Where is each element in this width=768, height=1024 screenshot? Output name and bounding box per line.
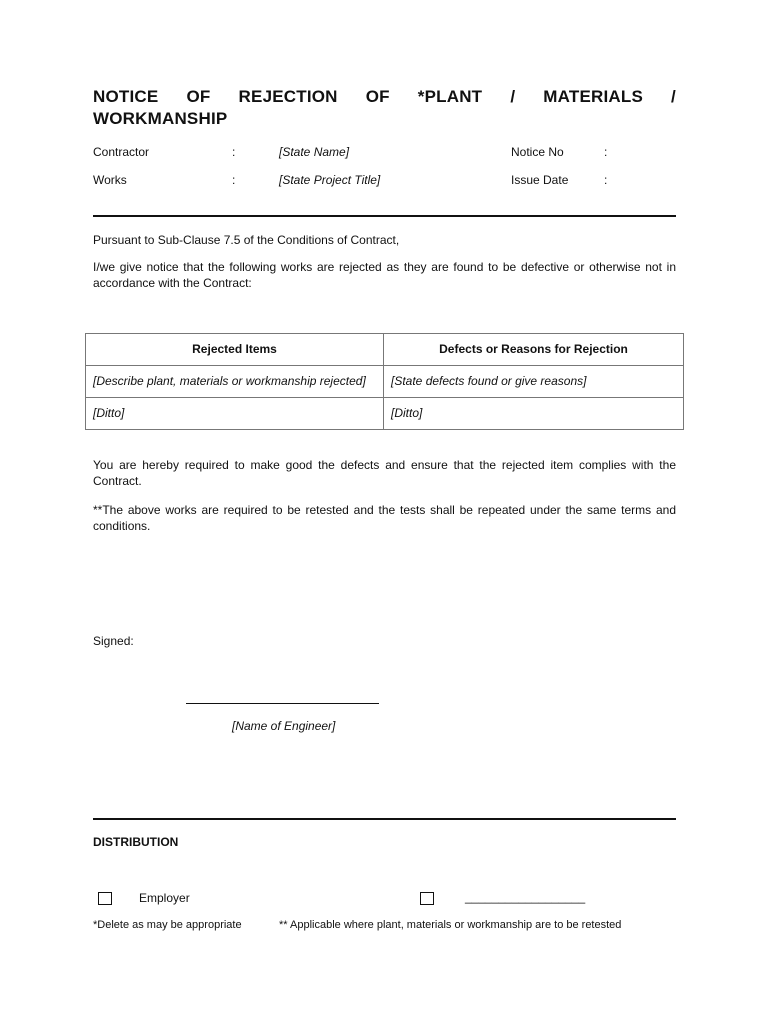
table-cell: [Describe plant, materials or workmanship rejected] bbox=[86, 366, 384, 398]
page-title-line1: NOTICE OF REJECTION OF *PLANT / MATERIALS / bbox=[93, 87, 676, 106]
table-row bbox=[86, 366, 684, 398]
notice-no-label: Notice No bbox=[511, 145, 564, 159]
notice-no-colon: : bbox=[604, 145, 608, 159]
works-colon: : bbox=[232, 173, 236, 187]
contractor-label: Contractor bbox=[93, 145, 150, 159]
notice-paragraph: I/we give notice that the following works are rejected as they are found to be defective or otherwise not in accordance with the Contract: bbox=[93, 260, 676, 290]
issue-date-label: Issue Date bbox=[511, 173, 569, 187]
table-header-row bbox=[86, 334, 684, 366]
other-recipient-blank: __________________ bbox=[465, 890, 586, 904]
rejected-items-table bbox=[85, 333, 684, 430]
pursuant-paragraph: Pursuant to Sub-Clause 7.5 of the Conditions of Contract, bbox=[93, 233, 400, 247]
table-header-rejected-items: Rejected Items bbox=[86, 334, 384, 366]
employer-label: Employer bbox=[139, 891, 190, 905]
applicable-footnote: ** Applicable where plant, materials or workmanship are to be retested bbox=[279, 919, 622, 931]
table-header-defects: Defects or Reasons for Rejection bbox=[384, 334, 684, 366]
employer-checkbox[interactable] bbox=[98, 892, 112, 905]
header-divider bbox=[93, 215, 676, 217]
table-cell: [Ditto] bbox=[86, 398, 384, 430]
distribution-divider bbox=[93, 818, 676, 820]
retest-paragraph: **The above works are required to be retested and the tests shall be repeated under the same terms and conditions. bbox=[93, 503, 676, 533]
signature-line bbox=[186, 703, 379, 704]
contractor-value: [State Name] bbox=[279, 145, 350, 159]
engineer-name: [Name of Engineer] bbox=[232, 719, 336, 733]
table-row bbox=[86, 398, 684, 430]
distribution-heading: DISTRIBUTION bbox=[93, 835, 179, 849]
delete-footnote: *Delete as may be appropriate bbox=[93, 919, 242, 931]
works-value: [State Project Title] bbox=[279, 173, 381, 187]
signed-label: Signed: bbox=[93, 634, 134, 648]
contractor-colon: : bbox=[232, 145, 236, 159]
issue-date-colon: : bbox=[604, 173, 608, 187]
table-cell: [Ditto] bbox=[384, 398, 684, 430]
page-title-line2: WORKMANSHIP bbox=[93, 109, 228, 128]
other-recipient-checkbox[interactable] bbox=[420, 892, 434, 905]
make-good-paragraph: You are hereby required to make good the defects and ensure that the rejected item complies with the Contract. bbox=[93, 458, 676, 488]
table-cell: [State defects found or give reasons] bbox=[384, 366, 684, 398]
works-label: Works bbox=[93, 173, 127, 187]
